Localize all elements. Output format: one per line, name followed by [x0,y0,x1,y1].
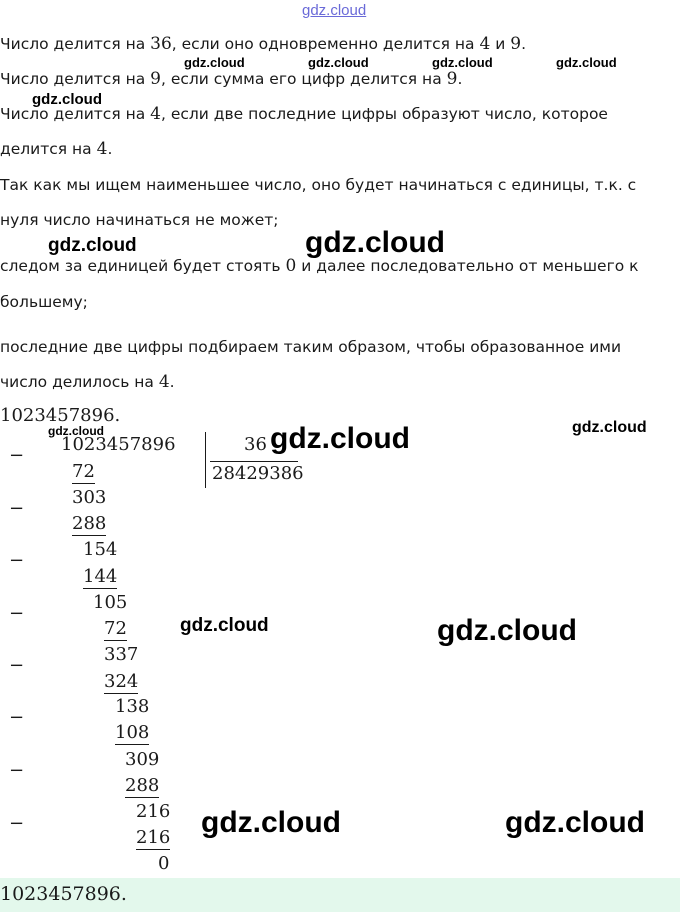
text-line: большему; [0,293,88,311]
watermark: gdz.cloud [201,806,341,839]
watermark: gdz.cloud [308,55,369,70]
watermark: gdz.cloud [180,615,269,636]
watermark: gdz.cloud [556,55,617,70]
text-line: последние две цифры подбираем таким образом, чтобы образованное ими [0,338,622,356]
result-number: 1023457896. [0,405,121,426]
remainder: 309 [125,749,160,770]
dividend: 1023457896 [61,434,176,455]
minus-sign: − [9,655,25,676]
minus-sign: − [9,603,25,624]
watermark: gdz.cloud [437,614,577,647]
final-remainder: 0 [158,853,170,874]
subtrahend: 108 [115,722,150,743]
quotient: 28429386 [212,463,304,484]
text-line: число делилось на 4. [0,372,175,392]
remainder: 138 [115,696,150,717]
answer-box [0,878,680,912]
watermark: gdz.cloud [432,55,493,70]
remainder: 303 [72,487,107,508]
subtrahend: 288 [125,775,160,796]
minus-sign: − [9,498,25,519]
text-line: Так как мы ищем наименьшее число, оно будет начинаться с единицы, т.к. с [0,176,637,194]
subtrahend: 72 [72,461,95,482]
remainder: 154 [83,539,118,560]
remainder: 337 [104,644,139,665]
watermark: gdz.cloud [184,55,245,70]
watermark: gdz.cloud [270,422,410,455]
watermark: gdz.cloud [32,91,102,108]
remainder: 216 [136,801,171,822]
text-line: делится на 4. [0,139,113,159]
text-line: Число делится на 4, если две последние цифры образуют число, которое [0,104,608,124]
watermark: gdz.cloud [572,419,647,436]
subtrahend: 324 [104,671,139,692]
watermark: gdz.cloud [48,424,104,438]
minus-sign: − [9,707,25,728]
watermark: gdz.cloud [305,226,445,259]
subtrahend: 72 [104,618,127,639]
text-line: Число делится на 9, если сумма его цифр делится на 9. [0,69,463,89]
minus-sign: − [9,813,25,834]
remainder: 105 [93,592,128,613]
minus-sign: − [9,445,25,466]
subtrahend: 216 [136,827,171,848]
watermark: gdz.cloud [505,806,645,839]
text-line: нуля число начинаться не может; [0,211,279,229]
text-line: Число делится на 36, если оно одновременно делится на 4 и 9. [0,34,526,54]
divisor: 36 [244,434,267,455]
subtrahend: 288 [72,513,107,534]
watermark: gdz.cloud [48,235,137,256]
division-bar [205,432,206,488]
minus-sign: − [9,550,25,571]
minus-sign: − [9,760,25,781]
text-line: следом за единицей будет стоять 0 и далее последовательно от меньшего к [0,256,639,276]
subtrahend: 144 [83,566,118,587]
division-line [210,461,298,462]
watermark-link[interactable]: gdz.cloud [302,2,367,19]
answer-value: 1023457896. [0,883,127,905]
